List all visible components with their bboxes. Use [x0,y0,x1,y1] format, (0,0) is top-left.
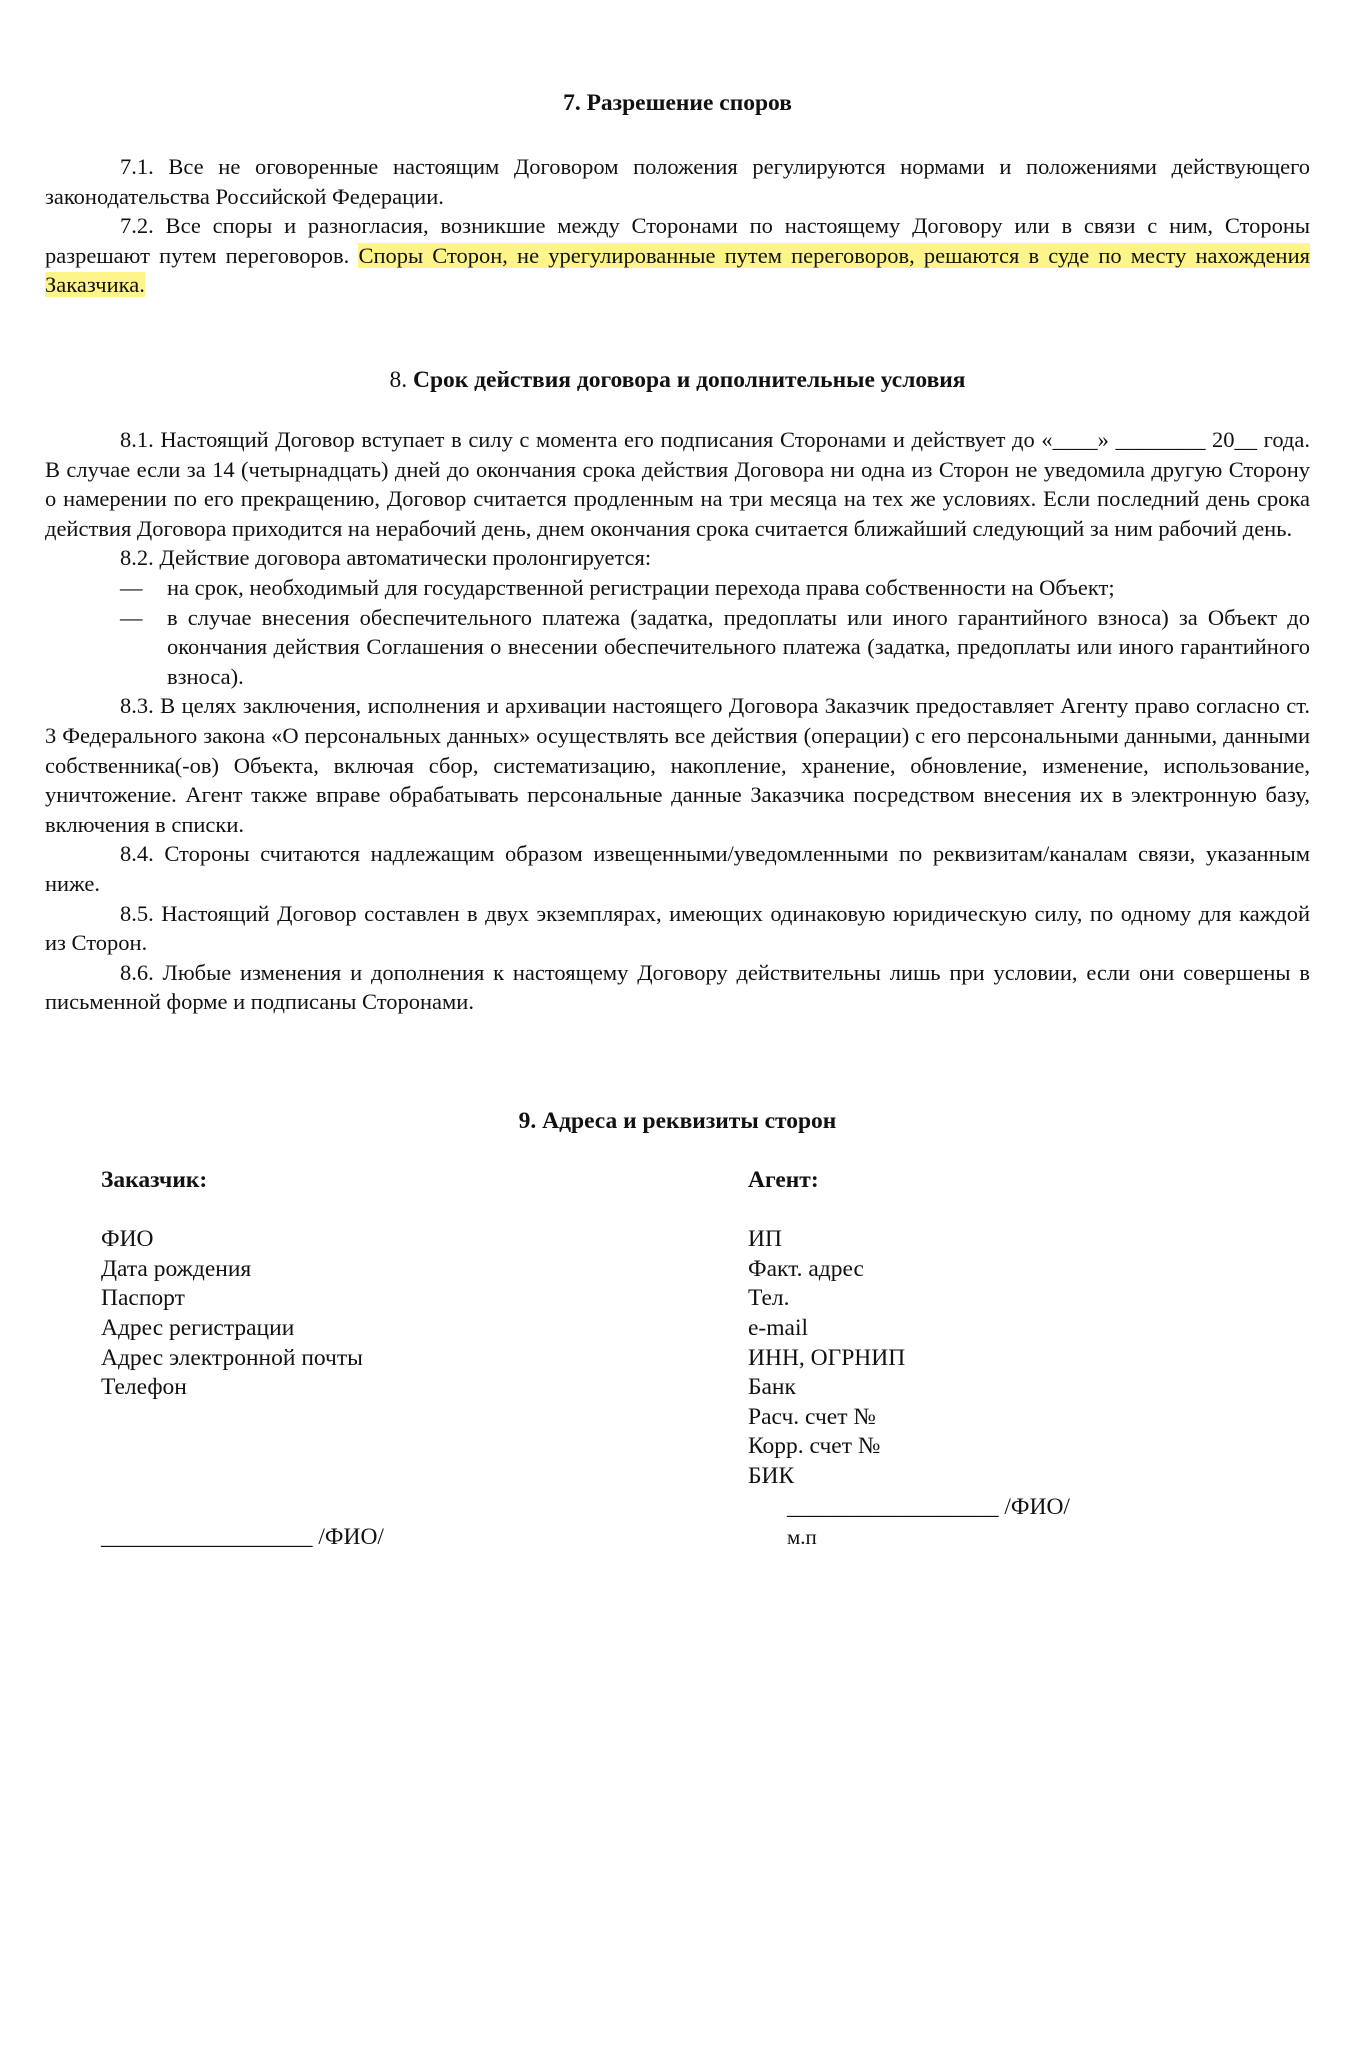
section-7-title: 7. Разрешение споров [563,90,792,116]
agent-field: Тел. [748,1285,790,1312]
agent-field: Расч. счет № [748,1403,876,1430]
section-7-body [45,152,1310,300]
clause-8-2: 8.2. Действие договора автоматически пролонгируется: [120,545,652,571]
customer-field: Телефон [101,1374,187,1401]
customer-heading: Заказчик: [101,1167,208,1193]
customer-field: ФИО [101,1226,154,1253]
agent-field: Факт. адрес [748,1255,864,1282]
clause-7-2 [45,211,1310,300]
clause-7-2-text: 7.2. Все споры и разногласия, возникшие между Сторонами по настоящему Договору или в связи с ним, Стороны разрешают путем переговоров. [45,213,1310,268]
customer-field: Адрес регистрации [101,1314,295,1341]
section-8-number: 8. [389,367,408,393]
customer-field: Адрес электронной почты [101,1344,363,1371]
agent-heading: Агент: [748,1167,819,1193]
clause-8-5: 8.5. Настоящий Договор составлен в двух экземплярах, имеющих одинаковую юридическую силу, по одному для каждой из Сторон. [45,900,1310,956]
agent-signature: __________________ /ФИО/ [787,1494,1070,1520]
dash-mark: — [120,574,143,600]
clause-8-1: 8.1. Настоящий Договор вступает в силу с момента его подписания Сторонами и действует до «____» ________ 20__ года. В случае если за 14 (четырнадцать) дней до окончания срока действия Договора ни одна из Сторон не уведомила другую Сторону о намерении по его прекращению, Договор считается продленным на три месяца на тех же условиях. Если последний день срока действия Договора приходится на нерабочий день, днем окончания срока считается ближайший следующий за ним рабочий день. [45,427,1310,541]
agent-field: e-mail [748,1314,809,1341]
agent-field: ИП [748,1226,782,1253]
customer-field: Дата рождения [101,1255,252,1282]
customer-details [101,1166,363,1403]
clause-8-3: 8.3. В целях заключения, исполнения и архивации настоящего Договора Заказчик предоставляет Агенту право согласно ст. 3 Федерального закона «О персональных данных» осуществлять все действия (операции) с его персональными данными, данными собственника(-ов) Объекта, включая сбор, систематизацию, накопление, хранение, обновление, изменение, использование, уничтожение. Агент также вправе обрабатывать персональные данные Заказчика посредством внесения их в электронную базу, включения в списки. [45,693,1310,837]
customer-field: Паспорт [101,1285,185,1312]
bullet-text: на срок, необходимый для государственной регистрации перехода права собственности на Объект; [167,574,1115,600]
clause-8-6: 8.6. Любые изменения и дополнения к настоящему Договору действительны лишь при условии, если они совершены в письменной форме и подписаны Сторонами. [45,959,1310,1015]
clause-8-4: 8.4. Стороны считаются надлежащим образом извещенными/уведомленными по реквизитам/каналам связи, указанным ниже. [45,841,1310,896]
section-8-body [45,425,1310,1017]
agent-field: ИНН, ОГРНИП [748,1344,906,1371]
agent-details [748,1166,905,1492]
dash-mark: — [120,604,143,630]
section-8-title-text: Срок действия договора и дополнительные условия [412,367,966,393]
clause-7-1: 7.1. Все не оговоренные настоящим Договором положения регулируются нормами и положениями действующего законодательства Российской Федерации. [45,154,1310,209]
section-9-title: 9. Адреса и реквизиты сторон [518,1108,837,1134]
customer-signature: __________________ /ФИО/ [101,1524,384,1550]
agent-field: Корр. счет № [748,1433,881,1460]
agent-field: Банк [748,1374,796,1401]
clause-8-2-bullet-1 [45,573,1310,603]
agent-stamp-label: м.п [787,1525,817,1549]
clause-7-2-highlighted-text: Споры Сторон, не урегулированные путем переговоров, решаются в суде по месту нахождения Заказчика. [45,242,1310,298]
bullet-text: в случае внесения обеспечительного платежа (задатка, предоплаты или иного гарантийного взноса) за Объект до окончания действия Соглашения о внесении обеспечительного платежа (задатка, предоплаты или иного гарантийного взноса). [167,604,1310,689]
agent-field: БИК [748,1462,795,1489]
section-8-title [45,365,1310,395]
clause-8-2-bullet-2 [45,603,1310,692]
